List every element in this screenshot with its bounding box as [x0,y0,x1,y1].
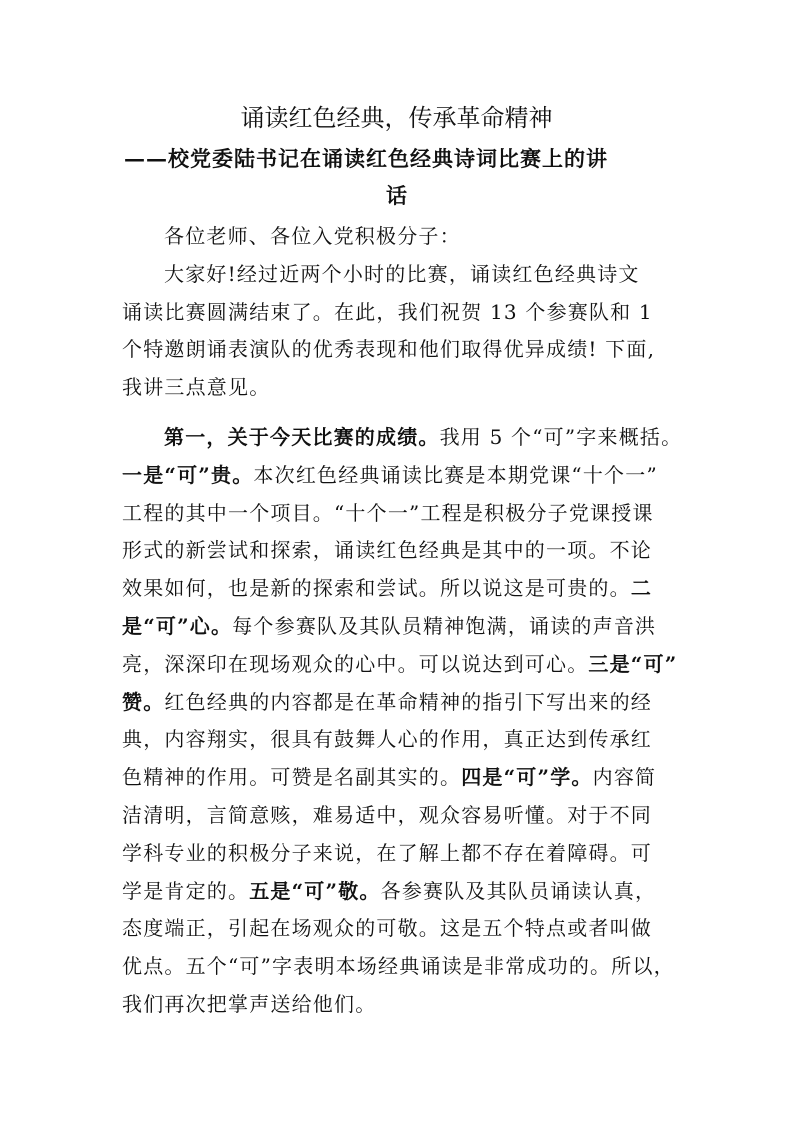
point-heading: 五是“可”敬。 [249,878,381,903]
para2-line: 典，内容翔实，很具有鼓舞人心的作用，真正达到传承红 [122,727,652,752]
text-run: 红色经典的内容都是在革命精神的指引下写出来的经 [164,689,653,714]
paragraph-spacer [122,407,674,419]
text-run: 本次红色经典诵读比赛是本期党课“十个一” [253,462,658,487]
para2-line: 我们再次把掌声送给他们。 [122,991,377,1016]
text-run: 各参赛队及其队员诵读认真， [380,878,657,903]
para1-line: 个特邀朗诵表演队的优秀表现和他们取得优异成绩! 下面, [122,337,656,362]
greeting: 各位老师、各位入党积极分子： [164,224,461,248]
point-heading: 一是“可”贵。 [122,462,254,487]
text-run: 学是肯定的。 [122,878,250,903]
text-run: 内容简 [592,765,657,790]
text-run: 效果如何，也是新的探索和尝试。所以说这是可贵的。 [122,576,631,601]
para2-line [122,419,683,457]
para2-line: 优点。五个“可”字表明本场经典诵读是非常成功的。所以， [122,954,675,979]
para1-line: 我讲三点意见。 [122,375,271,400]
section-heading: 第一，关于今天比赛的成绩。 [164,424,440,449]
para2-line [122,457,674,495]
para2-line: 态度端正，引起在场观众的可敬。这是五个特点或者叫做 [122,916,652,941]
para2-line: 形式的新尝试和探索，诵读红色经典是其中的一项。不论 [122,538,652,563]
document-body [122,218,683,1024]
para1-line: 诵读比赛圆满结束了。在此，我们祝贺 13 个参赛队和 1 [122,299,653,324]
para2-line [122,684,674,722]
page-subtitle-continued: 话 [386,183,407,208]
para2-line: 工程的其中一个项目。“十个一”工程是积极分子党课授课 [122,500,654,525]
text-run: 色精神的作用。可赞是名副其实的。 [122,765,462,790]
para2-line [122,873,674,911]
page-title: 诵读红色经典，传承革命精神 [240,104,553,132]
point-heading: 是“可”心。 [122,613,233,638]
para2-line [122,759,674,797]
text-run: 亮，深深印在现场观众的心中。可以说达到可心。 [122,651,589,676]
para2-line: 洁清明，言简意赅，难易适中，观众容易听懂。对于不同 [122,802,652,827]
para2-line [122,570,674,608]
point-heading: 三是“可” [588,651,678,676]
para1-line: 大家好!经过近两个小时的比赛，诵读红色经典诗文 [164,261,640,286]
para2-line: 学科专业的积极分子来说，在了解上都不存在着障碍。可 [122,840,652,865]
point-heading: 四是“可”学。 [461,765,593,790]
text-run: 我用 5 个“可”字来概括。 [439,424,683,449]
point-heading: 赞。 [122,689,165,714]
text-run: 每个参赛队及其队员精神饱满，诵读的声音洪 [232,613,657,638]
para2-line [122,646,678,684]
page-subtitle: ——校党委陆书记在诵读红色经典诗词比赛上的讲 [124,146,608,171]
point-heading: 二 [630,576,653,601]
para2-line [122,608,674,646]
